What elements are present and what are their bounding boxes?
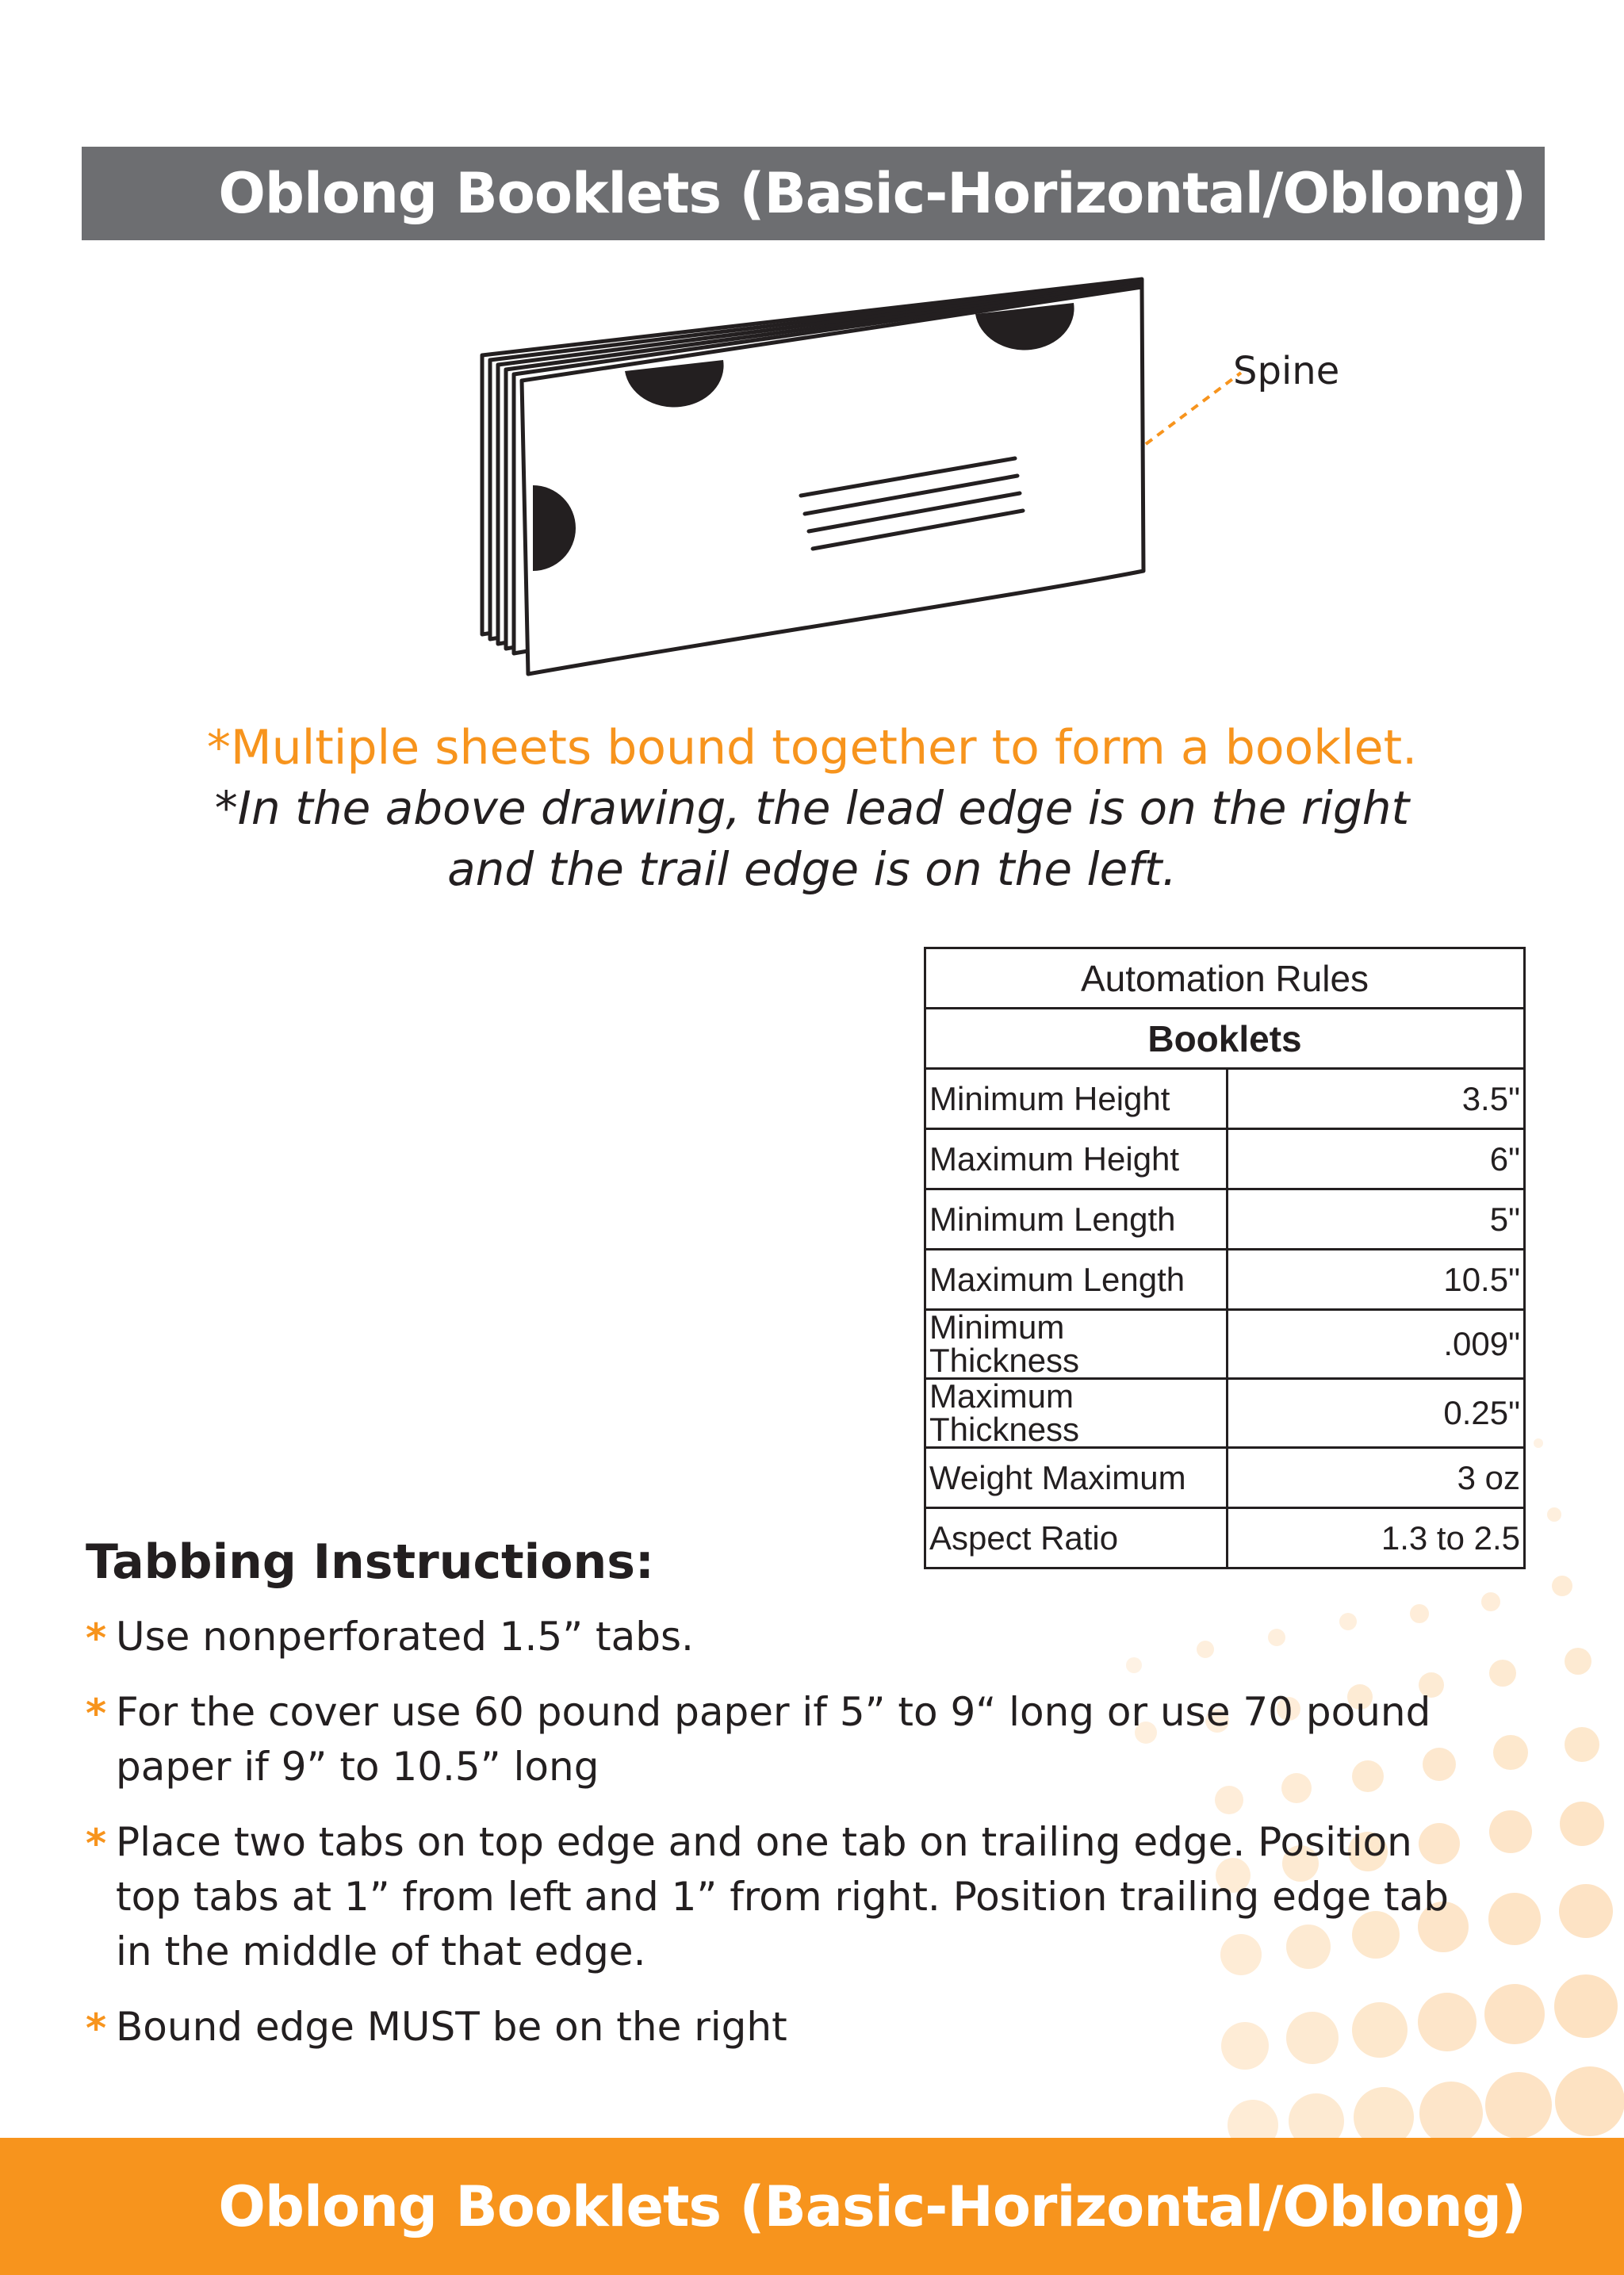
instruction-text: Use nonperforated 1.5” tabs. (116, 1614, 694, 1660)
tabbing-instructions-list (86, 1610, 1481, 2075)
automation-rules-table (924, 947, 1526, 1569)
edge-note-line-1: *In the above drawing, the lead edge is on the right (214, 781, 1410, 835)
oblong-booklet-illustration (468, 262, 1356, 690)
table-row (925, 1508, 1525, 1568)
asterisk-bullet-icon: * (86, 2005, 107, 2051)
row-value: 0.25" (1228, 1379, 1525, 1448)
row-value: 10.5" (1228, 1250, 1525, 1310)
table-row (925, 1189, 1525, 1250)
row-label: Aspect Ratio (925, 1508, 1228, 1568)
table-row (925, 1069, 1525, 1129)
asterisk-bullet-icon: * (86, 1821, 107, 1867)
instruction-text: Bound edge MUST be on the right (116, 2004, 787, 2050)
row-label: Maximum Height (925, 1129, 1228, 1189)
table-row (925, 1448, 1525, 1508)
row-label: Minimum Thickness (925, 1310, 1228, 1379)
spine-label: Spine (1233, 349, 1340, 393)
page-title: Oblong Booklets (Basic-Horizontal/Oblong) (218, 161, 1526, 226)
table-subtitle: Booklets (925, 1009, 1525, 1069)
row-label: Minimum Height (925, 1069, 1228, 1129)
row-label: Maximum Length (925, 1250, 1228, 1310)
row-label: Maximum Thickness (925, 1379, 1228, 1448)
edge-note-line-2: and the trail edge is on the left. (447, 842, 1177, 896)
row-value: 1.3 to 2.5 (1228, 1508, 1525, 1568)
list-item (86, 2000, 1481, 2055)
asterisk-bullet-icon: * (86, 1691, 107, 1737)
tabbing-instructions-heading: Tabbing Instructions: (86, 1534, 654, 1590)
row-value: 3 oz (1228, 1448, 1525, 1508)
row-label: Minimum Length (925, 1189, 1228, 1250)
spine-leader-line (1146, 373, 1241, 444)
list-item (86, 1610, 1481, 1664)
row-value: 6" (1228, 1129, 1525, 1189)
list-item (86, 1685, 1481, 1794)
row-value: 3.5" (1228, 1069, 1525, 1129)
instruction-text: Place two tabs on top edge and one tab on trailing edge. Position top tabs at 1” from left and 1” from right. Position trailing edge tab in the middle of that edge. (116, 1819, 1449, 1974)
booklet-definition-caption: *Multiple sheets bound together to form a booklet. (206, 720, 1418, 776)
footer-title: Oblong Booklets (Basic-Horizontal/Oblong) (218, 2174, 1526, 2239)
table-title: Automation Rules (925, 948, 1525, 1009)
table-row (925, 1250, 1525, 1310)
table-row (925, 1379, 1525, 1448)
row-label: Weight Maximum (925, 1448, 1228, 1508)
row-value: .009" (1228, 1310, 1525, 1379)
table-row (925, 1310, 1525, 1379)
page-title-bar (82, 147, 1545, 240)
table-row (925, 1129, 1525, 1189)
instruction-text: For the cover use 60 pound paper if 5” to 9“ long or use 70 pound paper if 9” to 10.5” long (116, 1689, 1431, 1790)
row-value: 5" (1228, 1189, 1525, 1250)
footer-title-bar (0, 2138, 1624, 2275)
asterisk-bullet-icon: * (86, 1615, 107, 1661)
list-item (86, 1815, 1481, 1979)
